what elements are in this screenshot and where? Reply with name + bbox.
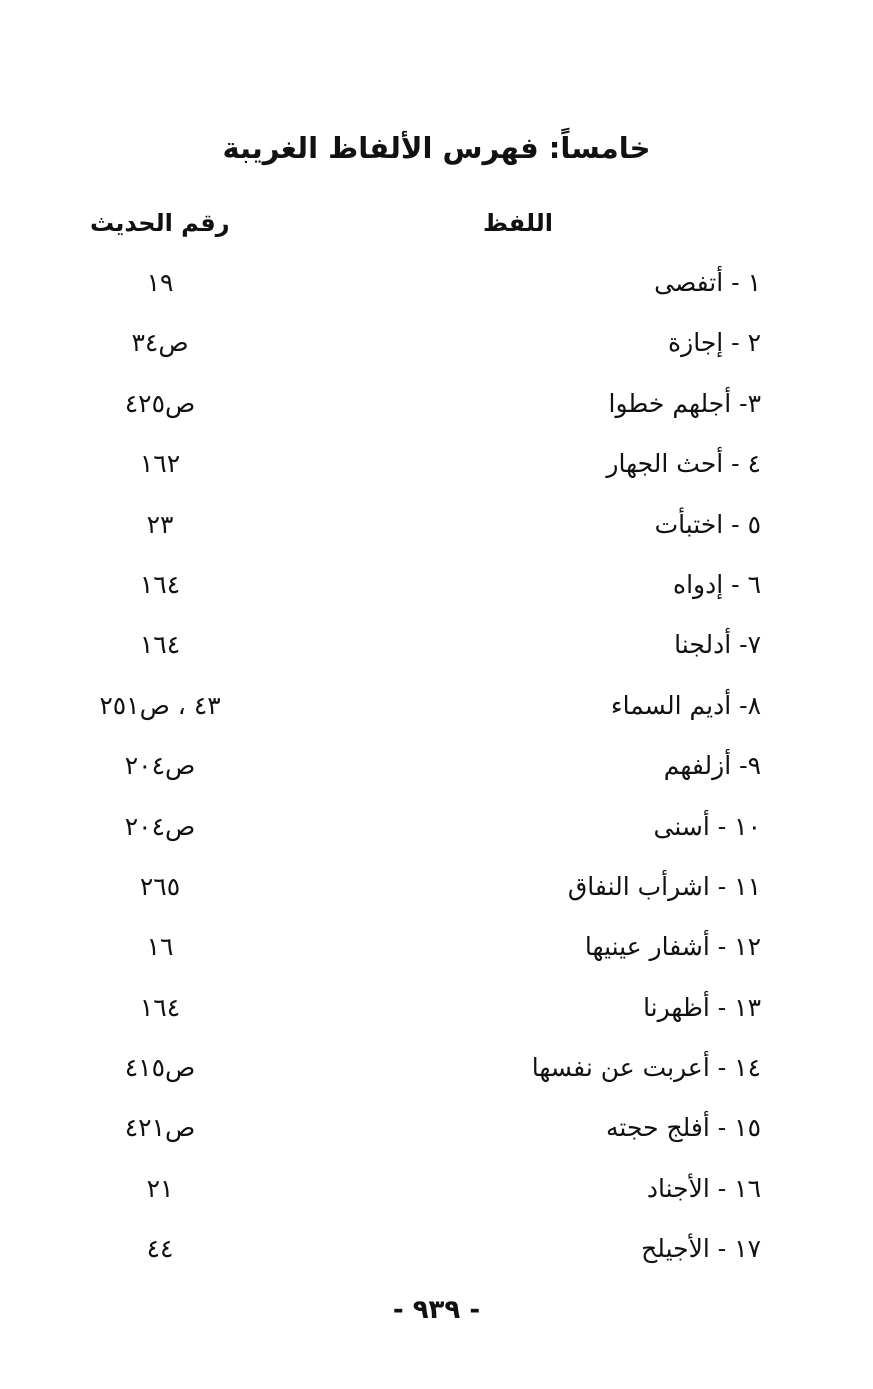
entry-word: ٨- أديم السماء bbox=[610, 690, 761, 720]
list-item bbox=[0, 740, 873, 800]
entry-number: ١٦٢ bbox=[139, 449, 181, 479]
list-item bbox=[0, 317, 873, 377]
list-item bbox=[0, 559, 873, 619]
entry-number: ١٩ bbox=[146, 268, 174, 297]
entry-word: ٦ - إدواه bbox=[673, 569, 761, 599]
entry-word: ١٠ - أسنى bbox=[653, 811, 761, 841]
glossary-list bbox=[0, 257, 873, 1284]
entry-number: ١٦٤ bbox=[139, 992, 181, 1022]
list-item bbox=[0, 982, 873, 1042]
list-item bbox=[0, 801, 873, 861]
entry-word: ١٥ - أفلج حجته bbox=[606, 1113, 761, 1143]
list-item bbox=[0, 861, 873, 921]
word-column-header: اللفظ bbox=[482, 209, 553, 237]
entry-number: ١٦٤ bbox=[139, 630, 181, 660]
entry-number: ص٢٠٤ bbox=[124, 751, 196, 781]
entry-number: ٤٣ ، ص٢٥١ bbox=[99, 690, 221, 720]
entry-word: ١٦ - الأجناد bbox=[646, 1173, 761, 1203]
number-column-header: رقم الحديث bbox=[90, 209, 230, 237]
page-number: - ٩٣٩ - bbox=[392, 1295, 481, 1325]
list-item bbox=[0, 378, 873, 438]
entry-word: ٢ - إجازة bbox=[668, 328, 761, 358]
entry-number: ١٦٤ bbox=[139, 569, 181, 599]
entry-word: ١١ - اشرأب النفاق bbox=[567, 871, 761, 901]
list-item bbox=[0, 1223, 873, 1283]
entry-word: ٩- أزلفهم bbox=[663, 751, 761, 781]
entry-number: ص٣٤ bbox=[131, 328, 189, 358]
entry-number: ١٦ bbox=[146, 932, 174, 962]
list-item bbox=[0, 619, 873, 679]
entry-word: ٤ - أحث الجهار bbox=[606, 449, 761, 479]
entry-number: ص٤٢١ bbox=[124, 1113, 196, 1143]
entry-number: ص٤٢٥ bbox=[124, 388, 196, 418]
list-item bbox=[0, 257, 873, 317]
entry-word: ٣- أجلهم خطوا bbox=[608, 388, 761, 418]
entry-word: ١٧ - الأجيلح bbox=[641, 1234, 761, 1264]
list-item bbox=[0, 1102, 873, 1162]
entry-number: ٢٣ bbox=[146, 509, 174, 539]
entry-word: ٥ - اختبأت bbox=[654, 509, 761, 539]
entry-word: ١ - أتفصى bbox=[654, 268, 761, 297]
list-item bbox=[0, 1042, 873, 1102]
list-item bbox=[0, 680, 873, 740]
list-item bbox=[0, 499, 873, 559]
entry-word: ١٤ - أعربت عن نفسها bbox=[531, 1053, 761, 1083]
entry-number: ص٤١٥ bbox=[124, 1053, 196, 1083]
entry-number: ص٢٠٤ bbox=[124, 811, 196, 841]
entry-word: ١٢ - أشفار عينيها bbox=[584, 932, 761, 962]
entry-number: ٤٤ bbox=[146, 1234, 174, 1264]
column-headers bbox=[0, 203, 873, 243]
list-item bbox=[0, 1163, 873, 1223]
entry-word: ١٣ - أظهرنا bbox=[643, 992, 761, 1022]
entry-number: ٢١ bbox=[146, 1173, 174, 1203]
list-item bbox=[0, 438, 873, 498]
entry-word: ٧- أدلجنا bbox=[674, 630, 761, 660]
entry-number: ٢٦٥ bbox=[139, 871, 181, 901]
page-title: خامساً: فهرس الألفاظ الغريبة bbox=[222, 131, 651, 165]
list-item bbox=[0, 921, 873, 981]
